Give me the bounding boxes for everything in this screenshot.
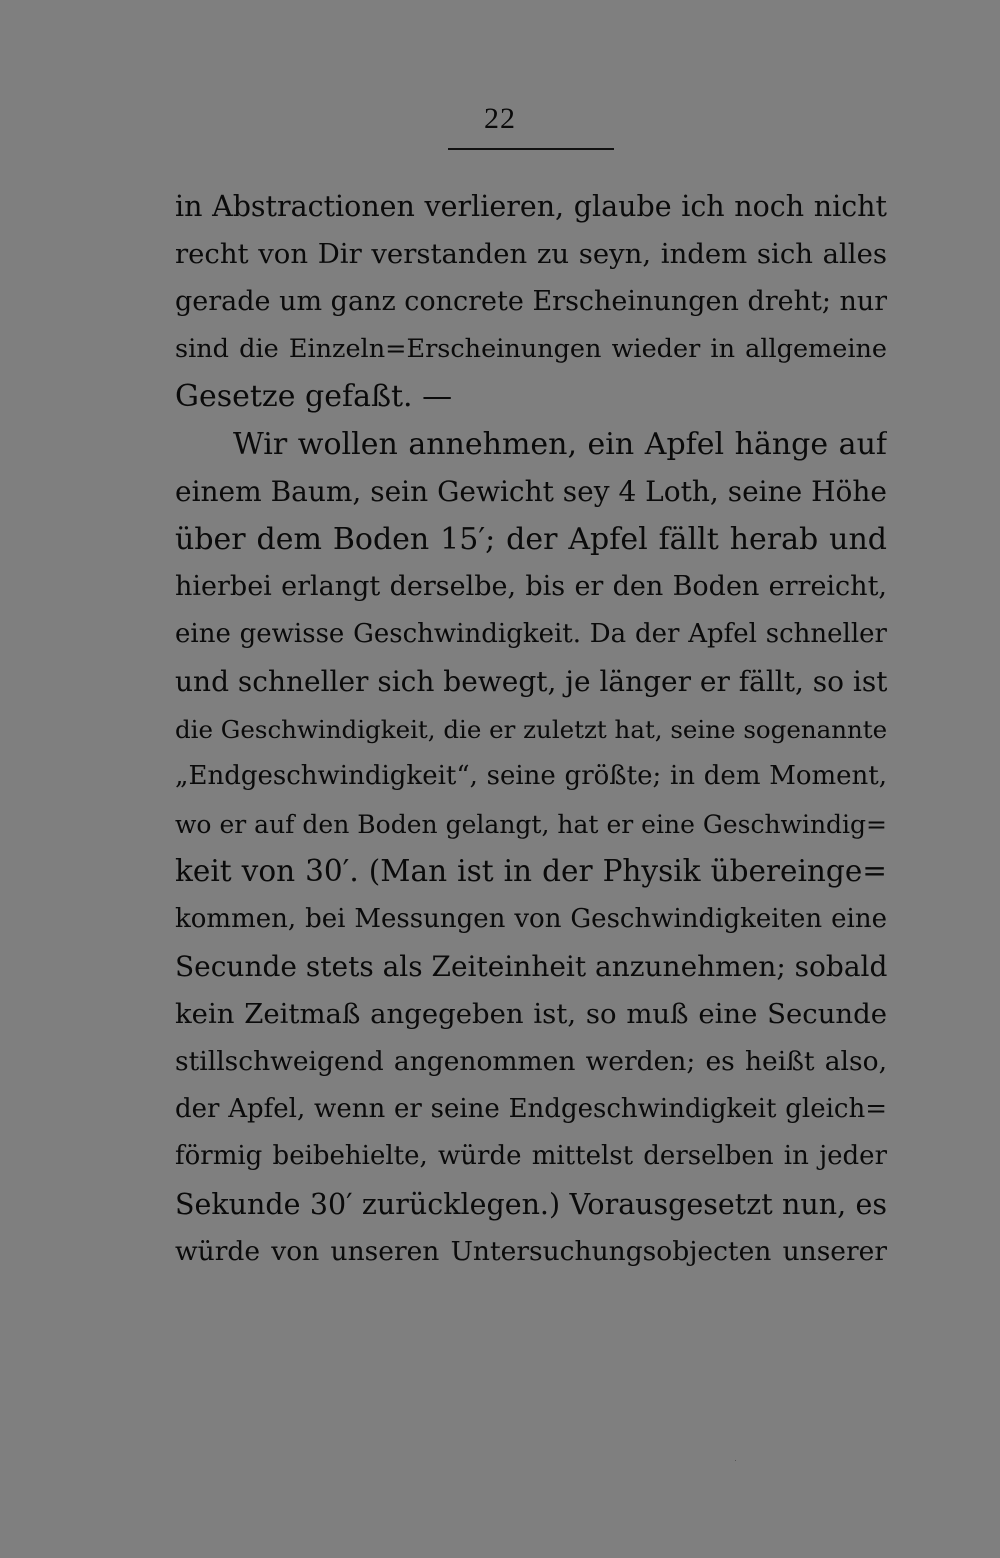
text-line: und schneller sich bewegt, je länger er fällt, so ist — [175, 665, 887, 698]
text-line: Sekunde 30′ zurücklegen.) Vorausgesetzt nun, es — [175, 1187, 887, 1221]
text-line: „Endgeschwindigkeit“, seine größte; in dem Moment, — [175, 761, 887, 791]
text-line: die Geschwindigkeit, die er zuletzt hat, seine sogenannte — [175, 714, 887, 744]
text-line: Gesetze gefaßt. — — [175, 379, 453, 414]
paper-speck — [735, 1460, 736, 1461]
text-line: würde von unseren Untersuchungsobjecten unserer — [175, 1236, 887, 1267]
text-line: hierbei erlangt derselbe, bis er den Boden erreicht, — [175, 571, 887, 602]
text-line: eine gewisse Geschwindigkeit. Da der Apfel schneller — [175, 618, 887, 649]
text-line: kommen, bei Messungen von Geschwindigkeiten eine — [175, 903, 887, 934]
text-line: der Apfel, wenn er seine Endgeschwindigkeit gleich= — [175, 1093, 887, 1124]
text-line: Wir wollen annehmen, ein Apfel hänge auf — [233, 426, 887, 462]
text-line: keit von 30′. (Man ist in der Physik übereinge= — [175, 854, 887, 888]
text-line: stillschweigend angenommen werden; es heißt also, — [175, 1046, 887, 1077]
text-line: Secunde stets als Zeiteinheit anzunehmen; sobald — [175, 950, 887, 983]
text-line: wo er auf den Boden gelangt, hat er eine Geschwindig= — [175, 809, 887, 839]
text-line: sind die Einzeln=Erscheinungen wieder in allgemeine — [175, 333, 887, 364]
body-text — [175, 183, 887, 1276]
text-line: über dem Boden 15′; der Apfel fällt herab und — [175, 521, 887, 557]
text-line: recht von Dir verstanden zu seyn, indem sich alles — [175, 237, 887, 270]
text-line: einem Baum, sein Gewicht sey 4 Loth, seine Höhe — [175, 475, 887, 508]
text-line: in Abstractionen verlieren, glaube ich noch nicht — [175, 190, 887, 223]
page-number: 22 — [484, 102, 516, 135]
header-rule — [448, 148, 614, 150]
text-line: kein Zeitmaß angegeben ist, so muß eine Secunde — [175, 997, 887, 1030]
text-line: gerade um ganz concrete Erscheinungen dreht; nur — [175, 286, 887, 317]
text-line: förmig beibehielte, würde mittelst derselben in jeder — [175, 1141, 887, 1171]
